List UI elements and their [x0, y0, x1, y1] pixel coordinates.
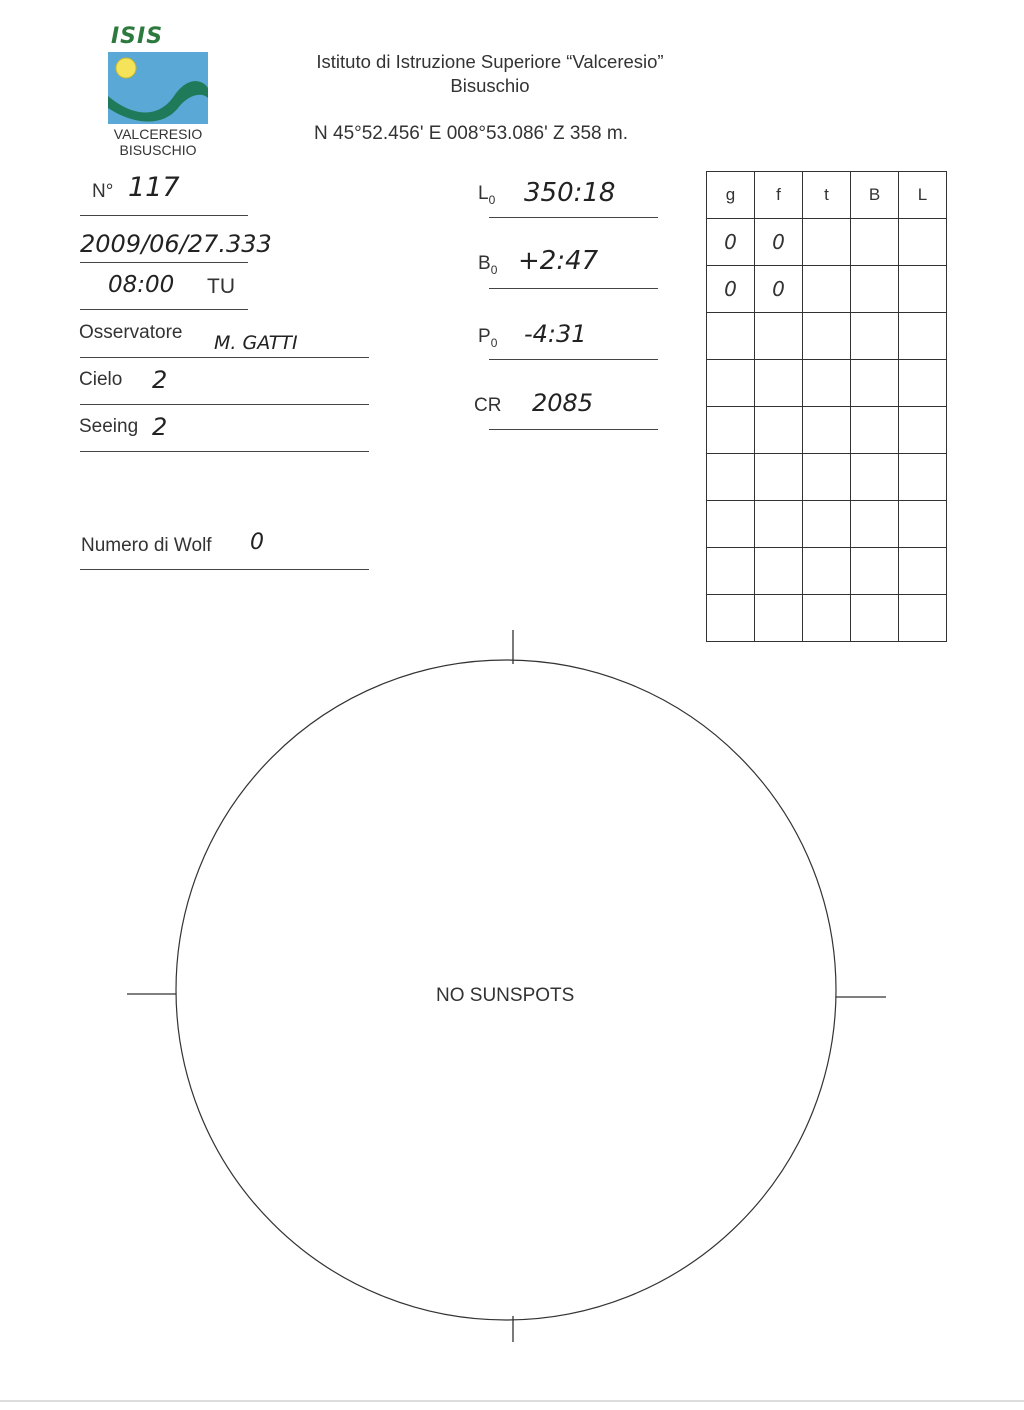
l0-letter: L	[478, 183, 489, 204]
table-cell: 0	[707, 219, 755, 266]
wolf-label: Numero di Wolf	[81, 535, 212, 556]
number-value: 117	[128, 172, 180, 203]
table-cell: 0	[755, 266, 803, 313]
time-unit: TU	[207, 275, 235, 298]
number-label: N°	[92, 181, 114, 202]
station-coordinates: N 45°52.456' E 008°53.086' Z 358 m.	[314, 123, 628, 144]
sky-label: Cielo	[79, 369, 123, 390]
table-header-b: B	[851, 172, 899, 219]
institute-town: Bisuschio	[450, 75, 530, 96]
b0-value: +2:47	[518, 246, 599, 276]
table-header-f: f	[755, 172, 803, 219]
sky-value: 2	[152, 366, 168, 394]
date-value: 2009/06/27.333	[80, 230, 272, 258]
table-header-g: g	[707, 172, 755, 219]
observer-label: Osservatore	[79, 322, 183, 343]
table-header-l: L	[899, 172, 947, 219]
logo-title: ISIS	[111, 24, 164, 49]
b0-letter: B	[478, 253, 491, 274]
observer-value: M. GATTI	[214, 332, 298, 354]
p0-letter: P	[478, 326, 491, 347]
cr-value: 2085	[532, 389, 594, 417]
seeing-value: 2	[152, 413, 168, 441]
table-header-t: t	[803, 172, 851, 219]
b0-subscript: 0	[490, 262, 498, 277]
l0-value: 350:18	[524, 178, 616, 208]
l0-subscript: 0	[488, 192, 496, 207]
table-cell: 0	[707, 266, 755, 313]
sun-disk-label: NO SUNSPOTS	[436, 985, 575, 1006]
p0-subscript: 0	[490, 335, 498, 350]
p0-value: -4:31	[524, 320, 587, 348]
time-value: 08:00	[108, 272, 175, 298]
logo-caption-line2: BISUSCHIO	[119, 142, 197, 158]
cr-label: CR	[474, 395, 502, 416]
logo-caption-line1: VALCERESIO	[113, 126, 203, 142]
seeing-label: Seeing	[79, 416, 139, 437]
table-cell: 0	[755, 219, 803, 266]
wolf-value: 0	[250, 530, 264, 555]
institute-name: Istituto di Istruzione Superiore “Valceresio”	[316, 51, 664, 72]
